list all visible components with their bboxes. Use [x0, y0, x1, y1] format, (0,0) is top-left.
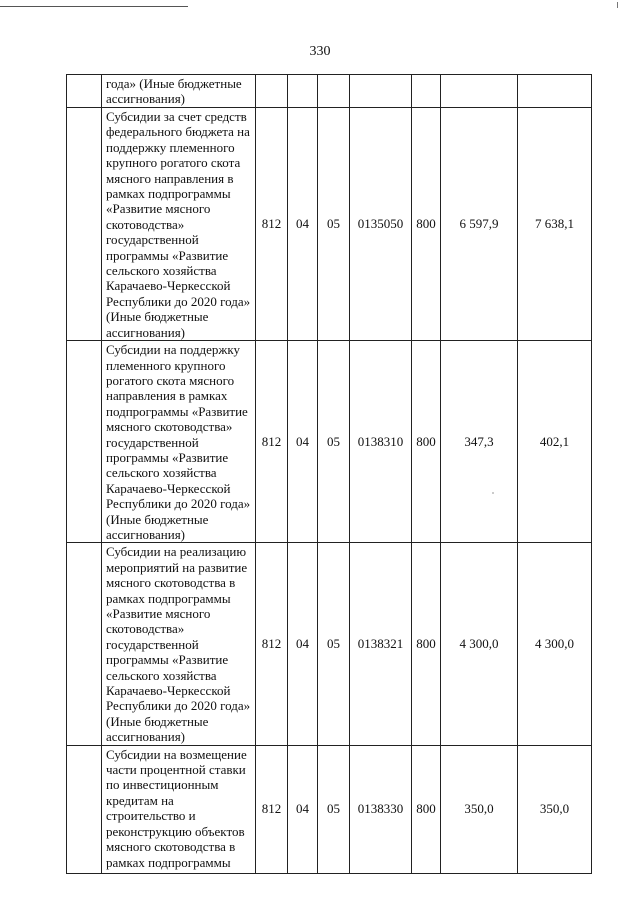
row-number-cell: [67, 108, 102, 341]
row-number-cell: [67, 745, 102, 873]
description-cell: Субсидии на реализацию мероприятий на развитие мясного скотоводства в рамках подпрограммы «Развитие мясного скотоводства» государственной программы «Развитие сельского хозяйства Карачаево-Черкесской Республики до 2020 года» (Иные бюджетные ассигнования): [102, 543, 256, 745]
description-cell: года» (Иные бюджетные ассигнования): [102, 75, 256, 108]
amount-cell-2: 7 638,1: [518, 108, 592, 341]
description-cell: Субсидии за счет средств федерального бюджета на поддержку племенного крупного рогатого скота мясного направления в рамках подпрограммы «Развитие мясного скотоводства» государственной программы «Развитие сельского хозяйства Карачаево-Черкесской Республики до 2020 года» (Иные бюджетные ассигнования): [102, 108, 256, 341]
ministry-cell: 812: [256, 341, 288, 543]
row-number-cell: [67, 543, 102, 745]
budget-table: [66, 74, 592, 874]
page-number: 330: [309, 44, 331, 59]
scan-speck: [492, 492, 494, 494]
subsection-cell: 05: [318, 745, 350, 873]
ministry-cell: 812: [256, 543, 288, 745]
amount-cell-1: [441, 75, 518, 108]
target-article-cell: 0135050: [350, 108, 412, 341]
section-cell: 04: [288, 108, 318, 341]
description-cell: Субсидии на возмещение части процентной ставки по инвестиционным кредитам на строительство и реконструкцию объектов мясного скотоводства в рамках подпрограммы: [102, 745, 256, 873]
amount-cell-1: 6 597,9: [441, 108, 518, 341]
row-number-cell: [67, 75, 102, 108]
subsection-cell: [318, 75, 350, 108]
expense-type-cell: [412, 75, 441, 108]
target-article-cell: 0138310: [350, 341, 412, 543]
subsection-cell: 05: [318, 108, 350, 341]
description-cell: Субсидии на поддержку племенного крупного рогатого скота мясного направления в рамках подпрограммы «Развитие мясного скотоводства» государственной программы «Развитие сельского хозяйства Карачаево-Черкесской Республики до 2020 года» (Иные бюджетные ассигнования): [102, 341, 256, 543]
amount-cell-2: 402,1: [518, 341, 592, 543]
top-rule: [0, 6, 188, 7]
expense-type-cell: 800: [412, 108, 441, 341]
section-cell: [288, 75, 318, 108]
section-cell: 04: [288, 745, 318, 873]
ministry-cell: [256, 75, 288, 108]
amount-cell-2: 350,0: [518, 745, 592, 873]
amount-cell-2: 4 300,0: [518, 543, 592, 745]
section-cell: 04: [288, 543, 318, 745]
expense-type-cell: 800: [412, 745, 441, 873]
subsection-cell: 05: [318, 543, 350, 745]
expense-type-cell: 800: [412, 543, 441, 745]
table-row: [67, 75, 592, 108]
target-article-cell: 0138330: [350, 745, 412, 873]
section-cell: 04: [288, 341, 318, 543]
table-row: [67, 108, 592, 341]
target-article-cell: [350, 75, 412, 108]
table-row: [67, 341, 592, 543]
table-row: [67, 543, 592, 745]
table-row: [67, 745, 592, 873]
ministry-cell: 812: [256, 745, 288, 873]
corner-mark: [617, 2, 618, 8]
amount-cell-2: [518, 75, 592, 108]
amount-cell-1: 4 300,0: [441, 543, 518, 745]
subsection-cell: 05: [318, 341, 350, 543]
ministry-cell: 812: [256, 108, 288, 341]
amount-cell-1: 350,0: [441, 745, 518, 873]
target-article-cell: 0138321: [350, 543, 412, 745]
amount-cell-1: 347,3: [441, 341, 518, 543]
row-number-cell: [67, 341, 102, 543]
expense-type-cell: 800: [412, 341, 441, 543]
